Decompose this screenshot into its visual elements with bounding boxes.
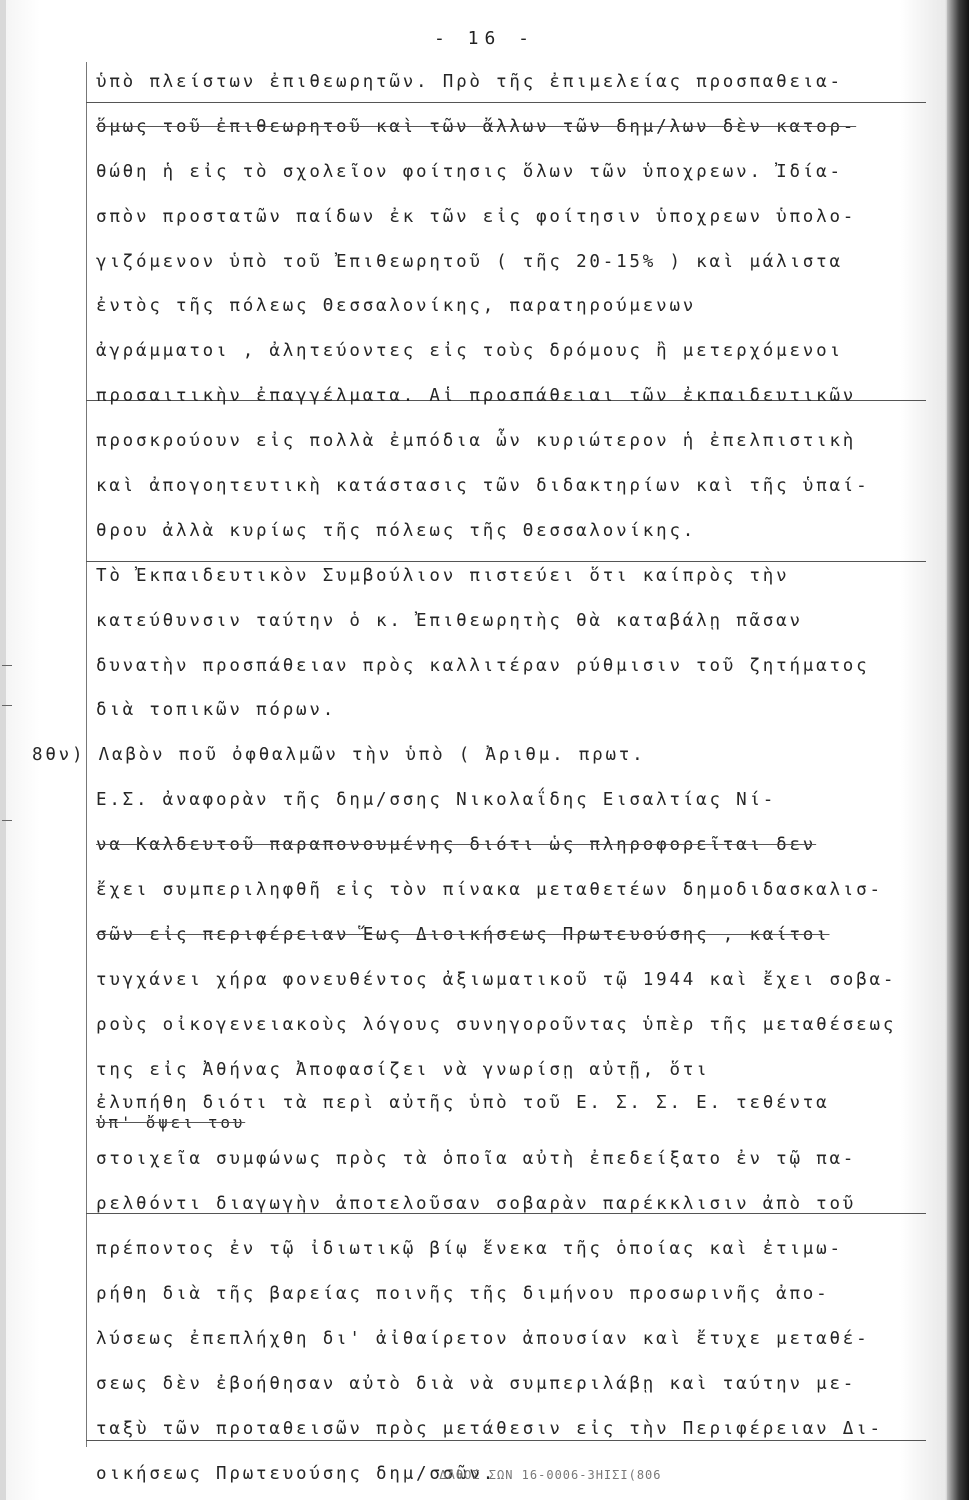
margin-tick xyxy=(2,705,12,706)
text-line: Ε.Σ. ἀναφορὰν τῆς δημ/σσης Νικολαΐδης Εισαλτίας Νί- xyxy=(96,790,777,811)
text-line: πρέποντος ἐν τῷ ἰδιωτικῷ βίῳ ἕνεκα τῆς ὁποίας καὶ ἐτιμω- xyxy=(96,1239,843,1260)
text-line: τυγχάνει χήρα φονευθέντος ἀξιωματικοῦ τῷ 1944 καὶ ἔχει σοβα- xyxy=(96,969,897,990)
text-line xyxy=(96,1452,936,1492)
text-line: ὑπὸ πλείστων ἐπιθεωρητῶν. Πρὸ τῆς ἐπιμελείας προσπαθεια- xyxy=(96,72,843,92)
text-line: ταξὺ τῶν προταθεισῶν πρὸς μετάθεσιν εἰς τὴν Περιφέρειαν Δι- xyxy=(96,1418,883,1439)
page-left-edge xyxy=(0,0,6,1500)
page-number: - 16 - xyxy=(433,28,536,49)
text-line: διὰ τοπικῶν πόρων. xyxy=(96,700,337,721)
margin-tick xyxy=(2,665,12,666)
text-line: στοιχεῖα συμφώνως πρὸς τὰ ὁποῖα αὐτὴ ἐπεδείξατο ἐν τῷ πα- xyxy=(96,1149,857,1170)
text-line: ρήθη διὰ τῆς βαρείας ποινῆς τῆς διμήνου προσωρινῆς ἀπο- xyxy=(96,1284,830,1305)
binding-spine xyxy=(947,0,969,1500)
text-line: της εἰς Ἀθήνας Ἀποφασίζει νὰ γνωρίσῃ αὐτῇ, ὅτι xyxy=(96,1059,710,1080)
text-line: θρου ἀλλὰ κυρίως τῆς πόλεως τῆς Θεσσαλονίκης. xyxy=(96,520,697,541)
text-line: προσκρούουν εἰς πολλὰ ἐμπόδια ὧν κυριώτερον ἡ ἐπελπιστικὴ xyxy=(96,431,857,452)
interline-note: ὑπ' ὄψει του xyxy=(96,1114,246,1133)
text-line: Τὸ Ἐκπαιδευτικὸν Συμβούλιον πιστεύει ὅτι καίπρὸς τὴν xyxy=(96,565,790,586)
text-line: καὶ ἀπογοητευτικὴ κατάστασις τῶν διδακτηρίων καὶ τῆς ὑπαί- xyxy=(96,476,870,497)
text-line: ἐλυπήθη διότι τὰ περὶ αὐτῆς ὑπὸ τοῦ Ε. Σ. Σ. Ε. τεθέντα xyxy=(96,1093,830,1114)
text-line: λύσεως ἐπεπλήχθη δι' ἀἰθαίρετον ἀπουσίαν καὶ ἔτυχε μεταθέ- xyxy=(96,1328,870,1349)
margin-tick xyxy=(2,820,12,821)
text-line: να Καλδευτοῦ παραπονουμένης διότι ὡς πληροφορεῖται δεν xyxy=(96,835,817,856)
text-line: κατεύθυνσιν ταύτην ὁ κ. Ἐπιθεωρητὴς θὰ καταβάλῃ πᾶσαν xyxy=(96,610,803,631)
text-line: ροὺς οἰκογενειακοὺς λόγους συνηγοροῦντας ὑπὲρ τῆς μεταθέσεως xyxy=(96,1014,897,1035)
text-line: σῶν εἰς περιφέρειαν Ἕως Διοικήσεως Πρωτευούσης , καίτοι xyxy=(96,924,830,945)
text-line: ἔχει συμπεριληφθῆ εἰς τὸν πίνακα μεταθετέων δημοδιδασκαλισ- xyxy=(96,880,883,901)
text-line: 8θν) Λαβὸν ποῦ ὀφθαλμῶν τὴν ὑπὸ ( Ἀριθμ. πρωτ. xyxy=(32,745,646,766)
text-line: ὅμως τοῦ ἐπιθεωρητοῦ καὶ τῶν ἄλλων τῶν δημ/λων δὲν κατορ- xyxy=(96,116,857,137)
text-line: δυνατὴν προσπάθειαν πρὸς καλλιτέραν ρύθμισιν τοῦ ζητήματος xyxy=(96,655,870,676)
text-line: γιζόμενον ὑπὸ τοῦ Ἐπιθεωρητοῦ ( τῆς 20-15% ) καὶ μάλιστα xyxy=(96,251,843,272)
text-line: ἀγράμματοι , ἀλητεύοντες εἰς τοὺς δρόμους ἢ μετερχόμενοι xyxy=(96,341,843,362)
bottom-stamp: ΔΑΘΟΣ ΣΩΝ 16-0006-3ΗΙΣΙ(806 xyxy=(439,1467,662,1482)
typed-text-block xyxy=(32,60,936,1492)
text-line: ρελθόντι διαγωγὴν ἀποτελοῦσαν σοβαρὰν παρέκκλισιν ἀπὸ τοῦ xyxy=(96,1194,857,1215)
text-line: σεως δὲν ἐβοήθησαν αὐτὸ διὰ νὰ συμπεριλάβῃ καὶ ταύτην με- xyxy=(96,1373,857,1394)
text-line: προσαιτικὴν ἐπαγγέλματα. Αἱ προσπάθειαι τῶν ἐκπαιδευτικῶν xyxy=(96,386,857,407)
text-line: θώθη ἡ εἰς τὸ σχολεῖον φοίτησις ὅλων τῶν ὑποχρεων. Ἰδία- xyxy=(96,161,843,182)
text-line: σπὸν προστατῶν παίδων ἐκ τῶν εἰς φοίτησιν ὑποχρεων ὑπολο- xyxy=(96,206,857,227)
text-line: ἐντὸς τῆς πόλεως Θεσσαλονίκης, παρατηρούμενων xyxy=(96,296,697,317)
text-line-final: οικήσεως Πρωτευούσης δημ/σσῶν. xyxy=(96,1463,497,1484)
